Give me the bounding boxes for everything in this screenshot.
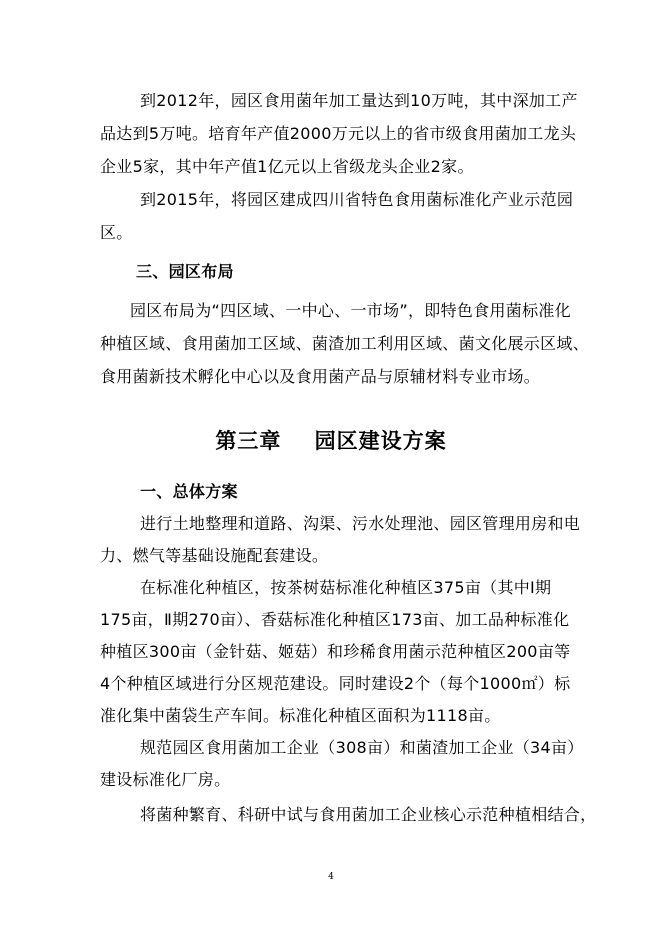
para5-line4: 4个种植区域进行分区规范建设。同时建设2个（每个1000㎡）标 — [100, 674, 571, 693]
para4-line1: 进行土地整理和道路、沟渠、污水处理池、园区管理用房和电 — [140, 514, 581, 533]
para1-line3: 企业5家，其中年产值1亿元以上省级龙头企业2家。 — [100, 157, 474, 176]
para6-line1: 规范园区食用菌加工企业（308亩）和菌渣加工企业（34亩） — [140, 738, 584, 757]
para5-line3: 种植区300亩（金针菇、姬菇）和珍稀食用菌示范种植区200亩等 — [100, 642, 571, 661]
para3-line1: 园区布局为“四区域、一中心、一市场”，即特色食用菌标准化 — [130, 301, 571, 320]
para2-line1: 到2015年，将园区建成四川省特色食用菌标准化产业示范园 — [140, 190, 574, 209]
para5-line2: 175亩，Ⅱ期270亩）、香菇标准化种植区173亩、加工品种标准化 — [100, 610, 570, 629]
chapter-title: 第三章 园区建设方案 — [215, 429, 447, 453]
para3-line2: 种植区域、食用菌加工区域、菌渣加工利用区域、菌文化展示区域、 — [100, 334, 590, 353]
section-heading-layout: 三、园区布局 — [136, 262, 234, 281]
para4-line2: 力、燃气等基础设施配套建设。 — [100, 546, 329, 565]
para3-line3: 食用菌新技术孵化中心以及食用菌产品与原辅材料专业市场。 — [100, 367, 541, 386]
section-heading-overall: 一、总体方案 — [140, 482, 238, 501]
para2-line2: 区。 — [100, 223, 133, 242]
para1-line1: 到2012年，园区食用菌年加工量达到10万吨，其中深加工产 — [140, 91, 578, 110]
page-number: 4 — [328, 872, 334, 882]
para7-line1: 将菌种繁育、科研中试与食用菌加工企业核心示范种植相结合， — [140, 805, 597, 824]
para5-line5: 准化集中菌袋生产车间。标准化种植区面积为1118亩。 — [100, 706, 501, 725]
para1-line2: 品达到5万吨。培育年产值2000万元以上的省市级食用菌加工龙头 — [100, 124, 577, 143]
para6-line2: 建设标准化厂房。 — [100, 770, 231, 789]
para5-line1: 在标准化种植区，按茶树菇标准化种植区375亩（其中Ⅰ期 — [140, 578, 552, 597]
